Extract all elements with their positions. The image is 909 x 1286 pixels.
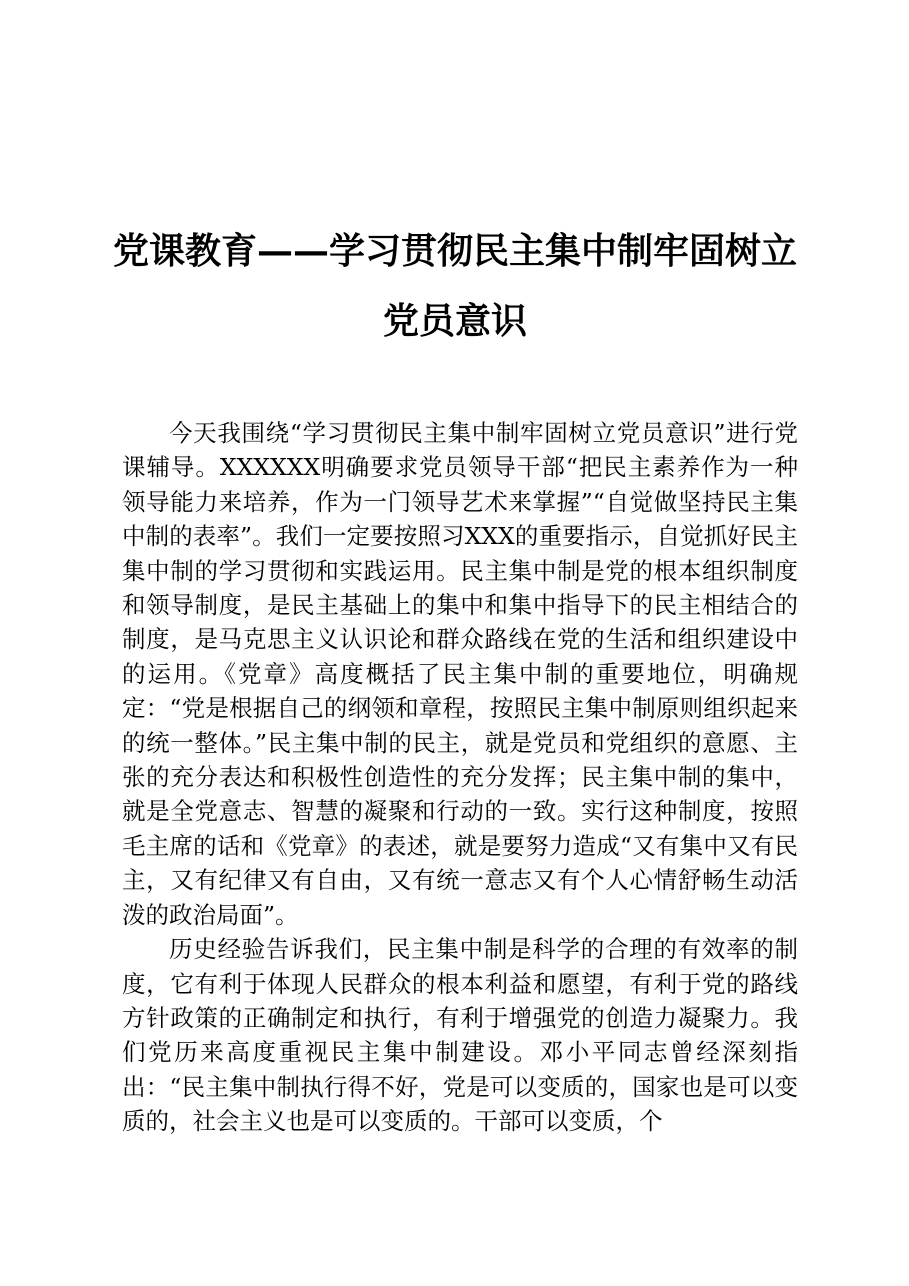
paragraph: 历史经验告诉我们，民主集中制是科学的合理的有效率的制度，它有利于体现人民群众的根本利益和愿望，有利于党的路线方针政策的正确制定和执行，有利于增强党的创造力凝聚力。我们党历来高度重视民主集中制建设。邓小平同志曾经深刻指出：“民主集中制执行得不好，党是可以变质的，国家也是可以变质的，社会主义也是可以变质的。干部可以变质，个 bbox=[122, 935, 798, 1136]
paragraph: 今天我围绕“学习贯彻民主集中制牢固树立党员意识”进行党课辅导。XXXXXX明确要求党员领导干部“把民主素养作为一种领导能力来培养，作为一门领导艺术来掌握”“自觉做坚持民主集中制的表率”。我们一定要按照习XXX的重要指示，自觉抓好民主集中制的学习贯彻和实践运用。民主集中制是党的根本组织制度和领导制度，是民主基础上的集中和集中指导下的民主相结合的制度，是马克思主义认识论和群众路线在党的生活和组织建设中的运用。《党章》高度概括了民主集中制的重要地位，明确规定：“党是根据自己的纲领和章程，按照民主集中制原则组织起来的统一整体。”民主集中制的民主，就是党员和党组织的意愿、主张的充分表达和积极性创造性的充分发挥；民主集中制的集中，就是全党意志、智慧的凝聚和行动的一致。实行这种制度，按照毛主席的话和《党章》的表述，就是要努力造成“又有集中又有民主，又有纪律又有自由，又有统一意志又有个人心情舒畅生动活泼的政治局面”。 bbox=[122, 419, 798, 929]
document-title: 党课教育——学习贯彻民主集中制牢固树立党员意识 bbox=[112, 230, 797, 342]
document-body bbox=[122, 416, 798, 1139]
